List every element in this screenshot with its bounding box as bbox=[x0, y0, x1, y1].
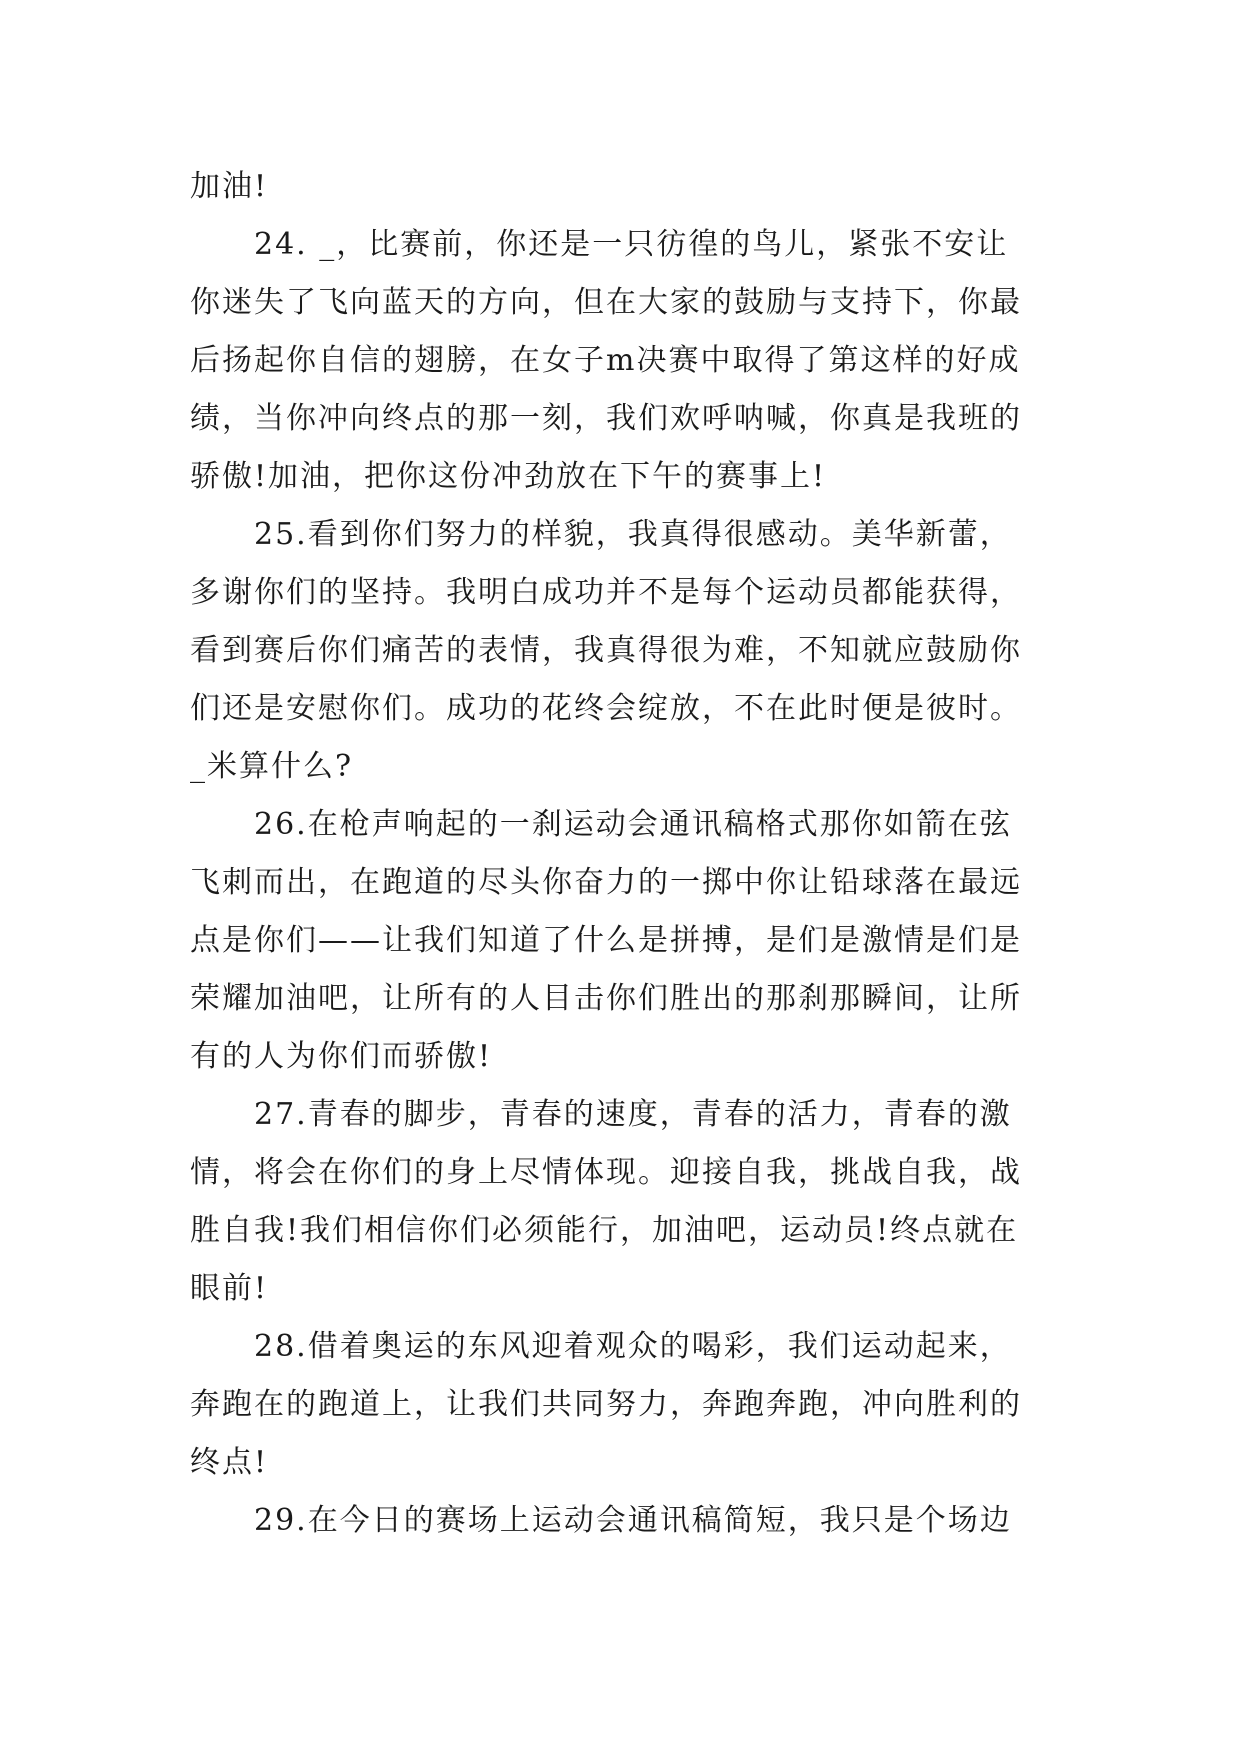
text-line: 终点! bbox=[190, 1445, 269, 1480]
text-line: 点是你们——让我们知道了什么是拼搏，是们是激情是们是 bbox=[190, 923, 1022, 958]
paragraph-start-line: 24. _，比赛前，你还是一只彷徨的鸟儿，紧张不安让 bbox=[254, 227, 1009, 262]
text-line: 你迷失了飞向蓝天的方向，但在大家的鼓励与支持下，你最 bbox=[190, 285, 1022, 320]
text-line: 绩，当你冲向终点的那一刻，我们欢呼呐喊，你真是我班的 bbox=[190, 401, 1022, 436]
paragraph-start-line: 28.借着奥运的东风迎着观众的喝彩，我们运动起来， bbox=[254, 1329, 1012, 1364]
text-line: 胜自我!我们相信你们必须能行，加油吧，运动员!终点就在 bbox=[190, 1213, 1019, 1248]
paragraph-start-line: 26.在枪声响起的一刹运动会通讯稿格式那你如箭在弦 bbox=[254, 807, 1012, 842]
text-line: 有的人为你们而骄傲! bbox=[190, 1039, 493, 1074]
document-body bbox=[190, 158, 1070, 1550]
text-line: 后扬起你自信的翅膀，在女子m决赛中取得了第这样的好成 bbox=[190, 343, 1021, 378]
text-line: 奔跑在的跑道上，让我们共同努力，奔跑奔跑，冲向胜利的 bbox=[190, 1387, 1022, 1422]
paragraph-start-line: 29.在今日的赛场上运动会通讯稿简短，我只是个场边 bbox=[254, 1503, 1012, 1538]
text-line: _米算什么? bbox=[190, 749, 354, 784]
text-line: 多谢你们的坚持。我明白成功并不是每个运动员都能获得， bbox=[190, 575, 1022, 610]
text-line: 加油! bbox=[190, 169, 269, 204]
paragraph-start-line: 27.青春的脚步，青春的速度，青春的活力，青春的激 bbox=[254, 1097, 1012, 1132]
paragraph-start-line: 25.看到你们努力的样貌，我真得很感动。美华新蕾， bbox=[254, 517, 1012, 552]
text-line: 荣耀加油吧，让所有的人目击你们胜出的那刹那瞬间，让所 bbox=[190, 981, 1022, 1016]
text-line: 眼前! bbox=[190, 1271, 269, 1306]
text-line: 们还是安慰你们。成功的花终会绽放，不在此时便是彼时。 bbox=[190, 691, 1022, 726]
text-line: 看到赛后你们痛苦的表情，我真得很为难，不知就应鼓励你 bbox=[190, 633, 1022, 668]
text-line: 骄傲!加油，把你这份冲劲放在下午的赛事上! bbox=[190, 459, 827, 494]
text-line: 飞刺而出，在跑道的尽头你奋力的一掷中你让铅球落在最远 bbox=[190, 865, 1022, 900]
text-line: 情，将会在你们的身上尽情体现。迎接自我，挑战自我，战 bbox=[190, 1155, 1022, 1190]
